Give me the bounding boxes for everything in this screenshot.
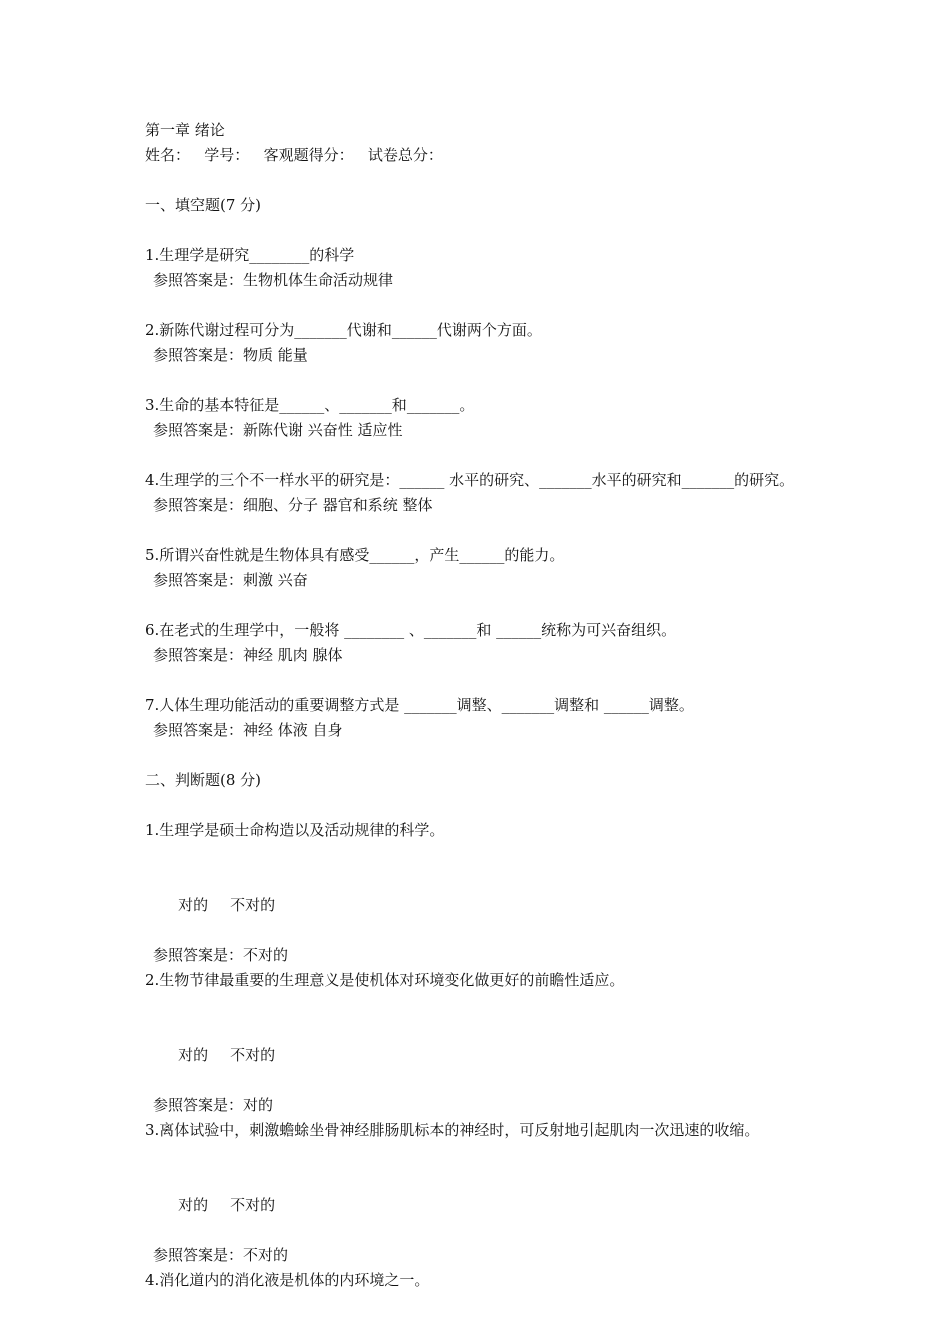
student-info-line: 姓名： 学号： 客观题得分： 试卷总分： (145, 146, 443, 164)
tf-option-false[interactable]: 不对的 (230, 1046, 276, 1064)
tf-option-true[interactable]: 对的 (178, 1046, 209, 1064)
tf-question-2: 2.生物节律最重要的生理意义是使机体对环境变化做更好的前瞻性适应。 (145, 971, 625, 989)
fill-answer-1: 参照答案是：生物机体生命活动规律 (153, 271, 394, 289)
fill-question-1: 1.生理学是研究________的科学 (145, 246, 355, 264)
fill-answer-7: 参照答案是：神经 体液 自身 (153, 721, 343, 739)
tf-question-4: 4.消化道内的消化液是机体的内环境之一。 (145, 1271, 430, 1289)
tf-answer-2: 参照答案是：对的 (153, 1096, 274, 1114)
tf-question-1: 1.生理学是硕士命构造以及活动规律的科学。 (145, 821, 445, 839)
fill-question-4: 4.生理学的三个不一样水平的研究是：______ 水平的研究、_______水平的研究和_______的研究。 (145, 471, 795, 489)
fill-question-2: 2.新陈代谢过程可分为_______代谢和______代谢两个方面。 (145, 321, 542, 339)
document-page (145, 118, 815, 1293)
tf-option-true[interactable]: 对的 (178, 896, 209, 914)
tf-option-false[interactable]: 不对的 (230, 1196, 276, 1214)
tf-options-3 (145, 1168, 815, 1243)
section-true-false-title: 二、判断题(8 分) (145, 771, 262, 789)
fill-question-3: 3.生命的基本特征是______、_______和_______。 (145, 396, 475, 414)
tf-options-1 (145, 868, 815, 943)
tf-option-true[interactable]: 对的 (178, 1196, 209, 1214)
fill-question-6: 6.在老式的生理学中，一般将 ________ 、_______和 ______统称为可兴奋组织。 (145, 621, 677, 639)
fill-question-5: 5.所谓兴奋性就是生物体具有感受______，产生______的能力。 (145, 546, 565, 564)
tf-options-2 (145, 1018, 815, 1093)
tf-option-false[interactable]: 不对的 (230, 896, 276, 914)
tf-question-3: 3.离体试验中，刺激蟾蜍坐骨神经腓肠肌标本的神经时，可反射地引起肌肉一次迅速的收缩。 (145, 1121, 760, 1139)
fill-answer-4: 参照答案是：细胞、分子 器官和系统 整体 (153, 496, 433, 514)
chapter-title: 第一章 绪论 (145, 121, 225, 139)
fill-answer-2: 参照答案是：物质 能量 (153, 346, 308, 364)
fill-question-7: 7.人体生理功能活动的重要调整方式是 _______调整、_______调整和 ______调整。 (145, 696, 694, 714)
fill-answer-5: 参照答案是：刺激 兴奋 (153, 571, 308, 589)
tf-answer-1: 参照答案是：不对的 (153, 946, 289, 964)
fill-answer-6: 参照答案是：神经 肌肉 腺体 (153, 646, 343, 664)
tf-answer-3: 参照答案是：不对的 (153, 1246, 289, 1264)
fill-answer-3: 参照答案是：新陈代谢 兴奋性 适应性 (153, 421, 403, 439)
section-fill-blank-title: 一、填空题(7 分) (145, 196, 262, 214)
